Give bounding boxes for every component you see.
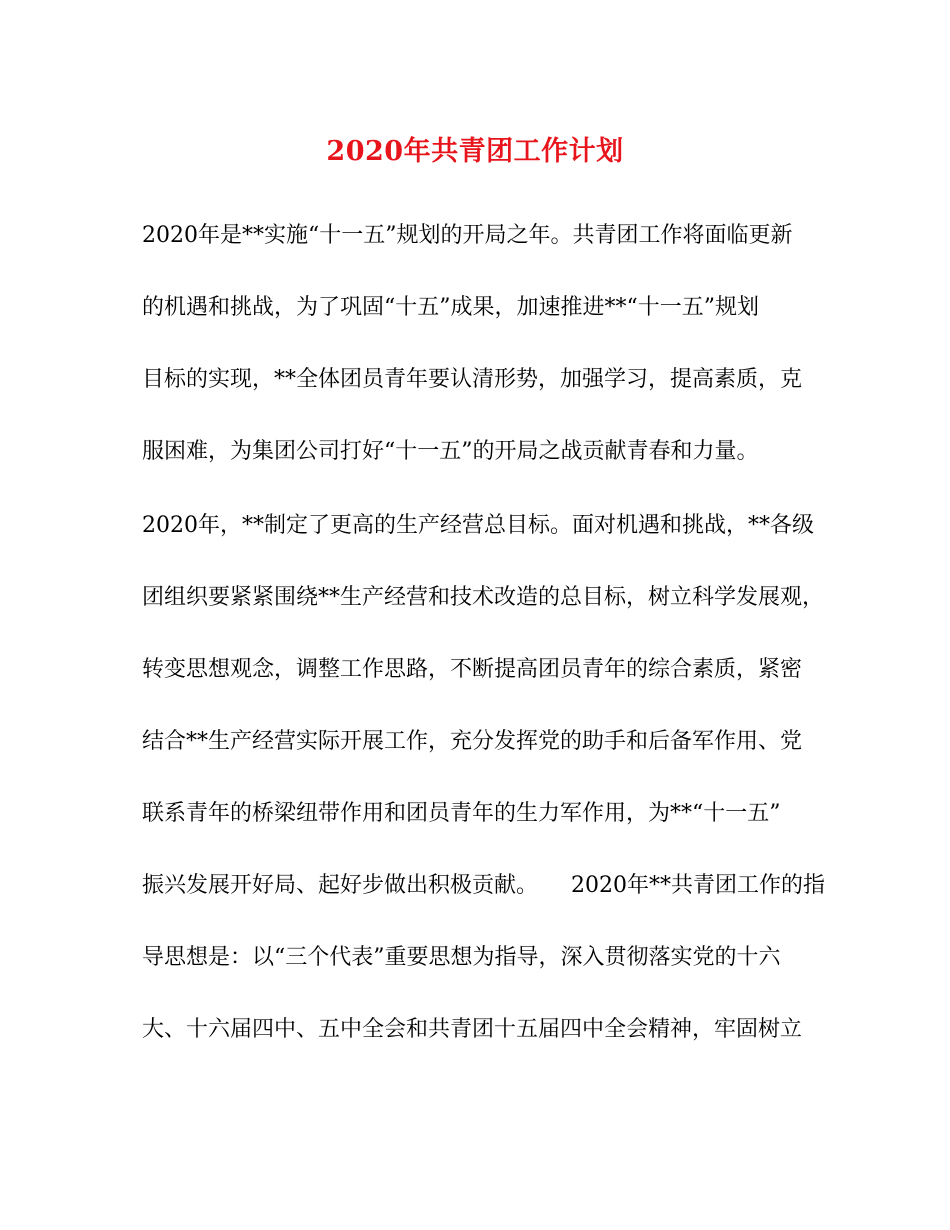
- body-line: 2020年是**实施“十一五”规划的开局之年。共青团工作将面临更新: [142, 223, 793, 248]
- body-line: 大、十六届四中、五中全会和共青团十五届四中全会精神，牢固树立: [142, 1017, 803, 1042]
- document-title: 2020年共青团工作计划: [326, 136, 624, 167]
- body-line: 结合**生产经营实际开展工作，充分发挥党的助手和后备军作用、党: [142, 729, 803, 754]
- body-line: 服困难，为集团公司打好“十一五”的开局之战贡献青春和力量。: [142, 439, 759, 464]
- body-line: 振兴发展开好局、起好步做出积极贡献。 2020年**共青团工作的指: [142, 873, 825, 898]
- body-line: 联系青年的桥梁纽带作用和团员青年的生力军作用，为**“十一五”: [142, 801, 781, 826]
- body-line: 转变思想观念，调整工作思路，不断提高团员青年的综合素质，紧密: [142, 657, 803, 682]
- body-line: 的机遇和挑战，为了巩固“十五”成果，加速推进**“十一五”规划: [142, 295, 759, 320]
- body-line: 导思想是：以“三个代表”重要思想为指导，深入贯彻落实党的十六: [142, 945, 781, 970]
- body-line: 目标的实现，**全体团员青年要认清形势，加强学习，提高素质，克: [142, 367, 803, 392]
- body-line: 团组织要紧紧围绕**生产经营和技术改造的总目标，树立科学发展观，: [142, 585, 825, 610]
- body-line: 2020年，**制定了更高的生产经营总目标。面对机遇和挑战，**各级: [142, 513, 814, 538]
